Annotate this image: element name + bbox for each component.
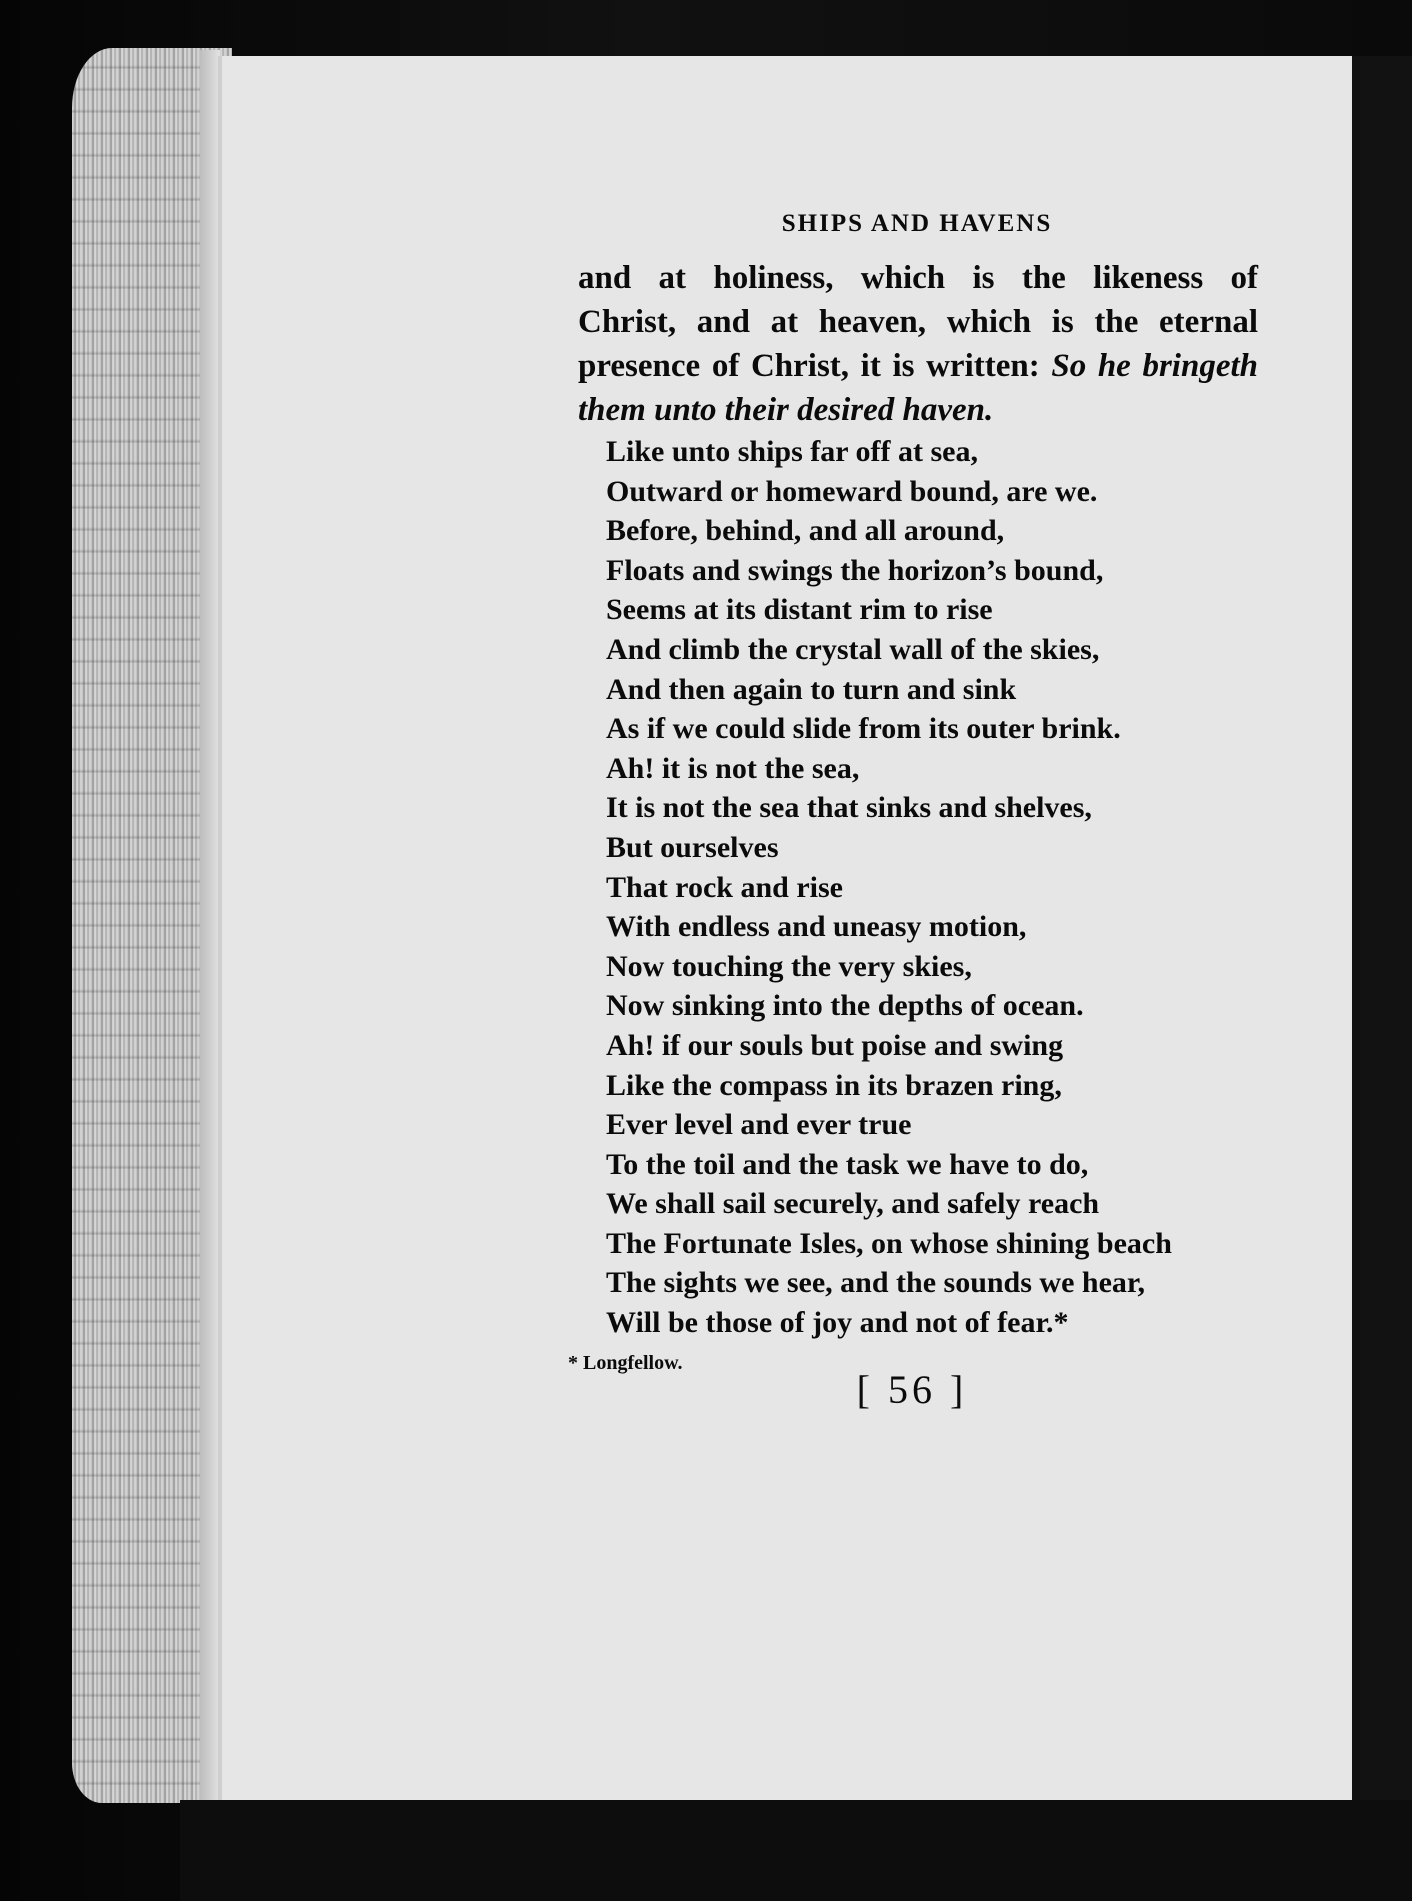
prose-line: Christ, and at heaven, which is the eternal — [578, 304, 1258, 340]
poem-line: That rock and rise — [606, 870, 843, 904]
poem-line: The Fortunate Isles, on whose shining beach — [606, 1226, 1172, 1260]
poem-line: With endless and uneasy motion, — [606, 910, 1027, 944]
poem-line: Now touching the very skies, — [606, 949, 972, 983]
poem-line: Ah! it is not the sea, — [606, 751, 860, 785]
poem-line: Outward or homeward bound, are we. — [606, 474, 1098, 508]
poem-line: We shall sail securely, and safely reach — [606, 1187, 1100, 1221]
poem-line: Before, behind, and all around, — [606, 514, 1005, 548]
poem-line: Like the compass in its brazen ring, — [606, 1068, 1062, 1102]
poem-line: Now sinking into the depths of ocean. — [606, 989, 1084, 1023]
poem-line: Seems at its distant rim to rise — [606, 593, 993, 627]
poem-line: Ah! if our souls but poise and swing — [606, 1028, 1064, 1062]
prose-line-text: presence of Christ, it is written: — [578, 348, 1052, 384]
footnote: * Longfellow. — [568, 1352, 683, 1374]
poem-line: Floats and swings the horizon’s bound, — [606, 553, 1104, 587]
poem-line: Like unto ships far off at sea, — [606, 435, 978, 468]
poem-line: And climb the crystal wall of the skies, — [606, 632, 1100, 666]
poem-line: To the toil and the task we have to do, — [606, 1147, 1089, 1181]
running-head: SHIPS AND HAVENS — [781, 210, 1053, 237]
prose-line — [578, 344, 1258, 388]
prose-line: and at holiness, which is the likeness of — [578, 260, 1258, 296]
poem-line: As if we could slide from its outer brink. — [606, 712, 1121, 746]
poem — [606, 432, 1266, 1343]
poem-line: But ourselves — [606, 830, 779, 864]
page-number: [ 56 ] — [856, 1367, 968, 1412]
poem-line: Will be those of joy and not of fear.* — [606, 1306, 1069, 1340]
poem-line: The sights we see, and the sounds we hear, — [606, 1266, 1145, 1300]
poem-line: Ever level and ever true — [606, 1108, 912, 1142]
scripture-quote: So he bringeth — [1051, 348, 1258, 384]
prose-paragraph — [578, 256, 1258, 432]
poem-line: It is not the sea that sinks and shelves, — [606, 791, 1092, 825]
poem-line: And then again to turn and sink — [606, 672, 1017, 706]
scripture-quote-end: them unto their desired haven. — [578, 392, 994, 428]
